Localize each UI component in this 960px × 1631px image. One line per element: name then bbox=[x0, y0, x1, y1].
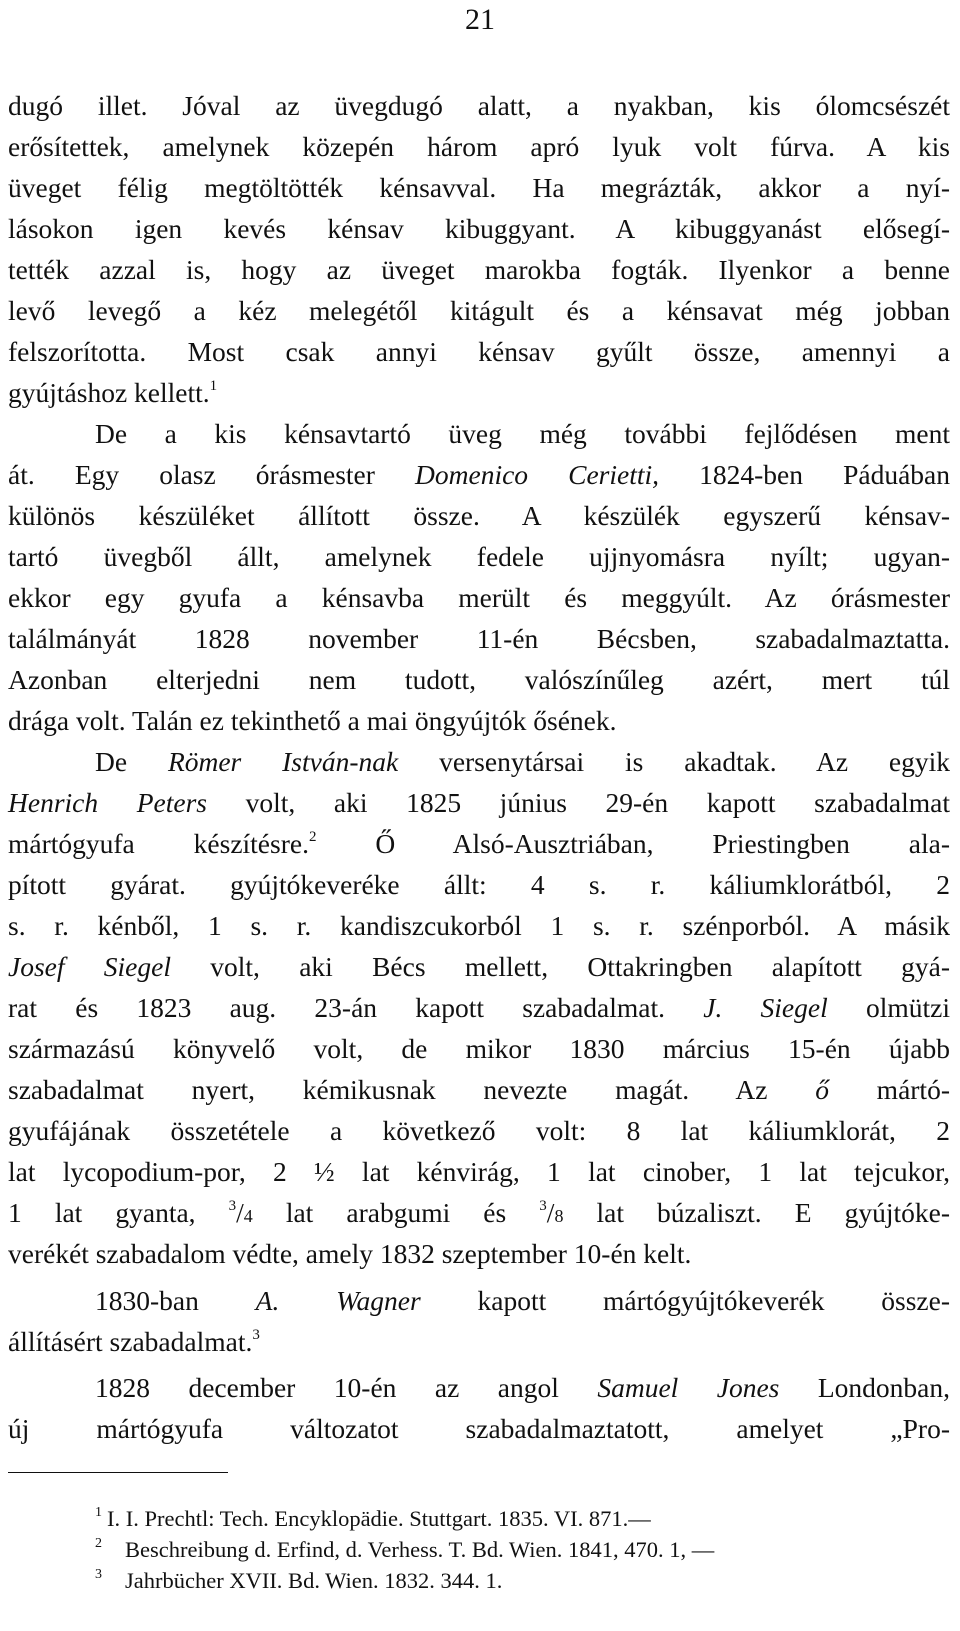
footnote-mark: 1 bbox=[95, 1505, 102, 1520]
footnote-rule bbox=[8, 1472, 228, 1473]
text-span: át. Egy olasz órásmester bbox=[8, 459, 416, 490]
text-line: erősítettek, amelynek közepén három apró lyuk volt fúrva. A kis bbox=[8, 131, 950, 162]
text-line: tartó üvegből állt, amelynek fedele ujjnyomásra nyílt; ugyan- bbox=[8, 541, 950, 572]
text-line: drága volt. Talán ez tekinthető a mai öngyújtók ősének. bbox=[8, 705, 617, 736]
fraction-denominator: 8 bbox=[554, 1206, 564, 1226]
text-line bbox=[8, 456, 950, 493]
text-line: gyufájának összetétele a következő volt: 8 lat káliumklorát, 2 bbox=[8, 1115, 950, 1146]
text-line bbox=[8, 374, 950, 411]
footnote-ref: 3 bbox=[252, 1326, 260, 1343]
text-line bbox=[8, 1194, 950, 1231]
text-line: találmányát 1828 november 11-én Bécsben, szabadalmaztatta. bbox=[8, 623, 950, 654]
fraction-numerator: 3 bbox=[539, 1197, 547, 1214]
text-line bbox=[8, 784, 950, 821]
text-span: szabadalmat nyert, kémikusnak nevezte magát. Az bbox=[8, 1074, 816, 1105]
text-line: levő levegő a kéz melegétől kitágult és a kénsavat még jobban bbox=[8, 295, 950, 326]
text-span: Ő Alsó-Ausztriában, Priestingben ala- bbox=[316, 828, 950, 859]
person-name: Samuel Jones bbox=[597, 1372, 780, 1403]
page-number: 21 bbox=[465, 3, 495, 36]
person-name: Römer István-nak bbox=[167, 746, 399, 777]
text-line: ekkor egy gyufa a kénsavba merült és meggyúlt. Az órásmester bbox=[8, 582, 950, 613]
text-line: De a kis kénsavtartó üveg még további fejlődésen ment bbox=[95, 418, 950, 449]
text-span: gyújtáshoz kellett. bbox=[8, 377, 210, 408]
person-name: Josef Siegel bbox=[8, 951, 171, 982]
footnote-mark: 2 bbox=[95, 1536, 102, 1551]
text-line: lat lycopodium-por, 2 ½ lat kénvirág, 1 lat cinober, 1 lat tejcukor, bbox=[8, 1156, 950, 1187]
footnote-mark: 3 bbox=[95, 1567, 102, 1582]
text-span: versenytársai is akadtak. Az egyik bbox=[398, 746, 950, 777]
text-line: tették azzal is, hogy az üveget marokba fogták. Ilyenkor a benne bbox=[8, 254, 950, 285]
fraction-slash: / bbox=[236, 1197, 244, 1228]
text-span: 1 lat gyanta, bbox=[8, 1197, 229, 1228]
text-span: Londonban, bbox=[779, 1372, 950, 1403]
text-line: lásokon igen kevés kénsav kibuggyant. A kibuggyanást elősegí- bbox=[8, 213, 950, 244]
text-span: mártógyufa készítésre. bbox=[8, 828, 309, 859]
text-line: különös készüléket állított össze. A készülék egyszerű kénsav- bbox=[8, 500, 950, 531]
fraction-numerator: 3 bbox=[228, 1197, 237, 1214]
text-line: Azonban elterjedni nem tudott, valószínűleg azért, mert túl bbox=[8, 664, 950, 695]
person-name: A. Wagner bbox=[255, 1285, 421, 1316]
text-line: pított gyárat. gyújtókeveréke állt: 4 s. r. káliumklorátból, 2 bbox=[8, 869, 950, 900]
footnote-text: I. I. Prechtl: Tech. Encyklopädie. Stuttgart. 1835. VI. 871.— bbox=[107, 1506, 651, 1531]
text-line: felszorította. Most csak annyi kénsav gyűlt össze, amennyi a bbox=[8, 336, 950, 367]
text-line: dugó illet. Jóval az üvegdugó alatt, a nyakban, kis ólomcsészét bbox=[8, 90, 950, 121]
text-span: olmützi bbox=[827, 992, 950, 1023]
footnote-text: Beschreibung d. Erfind, d. Verhess. T. Bd. Wien. 1841, 470. 1, — bbox=[125, 1537, 715, 1562]
text-line bbox=[8, 1071, 950, 1108]
fraction-slash: / bbox=[546, 1197, 555, 1228]
text-line: üveget félig megtöltötték kénsavval. Ha megrázták, akkor a nyí- bbox=[8, 172, 950, 203]
footnote bbox=[95, 1535, 955, 1565]
footnote bbox=[95, 1504, 955, 1534]
footnote-ref: 1 bbox=[209, 377, 218, 394]
person-name: J. Siegel bbox=[703, 992, 828, 1023]
text-span: rat és 1823 aug. 23-án kapott szabadalmat. bbox=[8, 992, 704, 1023]
text-line bbox=[8, 948, 950, 985]
text-span: lat búzaliszt. E gyújtóke- bbox=[563, 1197, 951, 1228]
text-span: De bbox=[95, 746, 168, 777]
text-line: új mártógyufa változatot szabadalmaztatott, amelyet „Pro- bbox=[8, 1413, 950, 1444]
footnote bbox=[95, 1566, 955, 1596]
text-span: 1828 december 10-én az angol bbox=[95, 1372, 598, 1403]
text-span: volt, aki 1825 június 29-én kapott szabadalmat bbox=[206, 787, 950, 818]
footnote-text: Jahrbücher XVII. Bd. Wien. 1832. 344. 1. bbox=[125, 1568, 503, 1593]
text-span: mártó- bbox=[828, 1074, 950, 1105]
text-span: 1830-ban bbox=[95, 1285, 256, 1316]
text-line bbox=[95, 743, 950, 780]
text-line bbox=[95, 1369, 950, 1406]
footnote-ref: 2 bbox=[308, 828, 317, 845]
text-span: 1824-ben Páduában bbox=[659, 459, 950, 490]
person-name: Domenico Cerietti, bbox=[415, 459, 660, 490]
person-name: Henrich Peters bbox=[8, 787, 207, 818]
text-line: s. r. kénből, 1 s. r. kandiszcukorból 1 s. r. szénporból. A másik bbox=[8, 910, 950, 941]
text-line bbox=[8, 1323, 950, 1360]
text-line bbox=[8, 989, 950, 1026]
pronoun-emphasis: ő bbox=[815, 1074, 829, 1105]
fraction-denominator: 4 bbox=[243, 1206, 253, 1226]
text-span: lat arabgumi és bbox=[252, 1197, 540, 1228]
text-span: volt, aki Bécs mellett, Ottakringben alapított gyá- bbox=[170, 951, 950, 982]
text-line bbox=[8, 825, 950, 862]
text-line: származású könyvelő volt, de mikor 1830 március 15-én újabb bbox=[8, 1033, 950, 1064]
text-span: állításért szabadalmat. bbox=[8, 1326, 253, 1357]
text-line: verékét szabadalom védte, amely 1832 szeptember 10-én kelt. bbox=[8, 1238, 692, 1269]
text-line bbox=[95, 1282, 950, 1319]
text-span: kapott mártógyújtókeverék össze- bbox=[420, 1285, 950, 1316]
